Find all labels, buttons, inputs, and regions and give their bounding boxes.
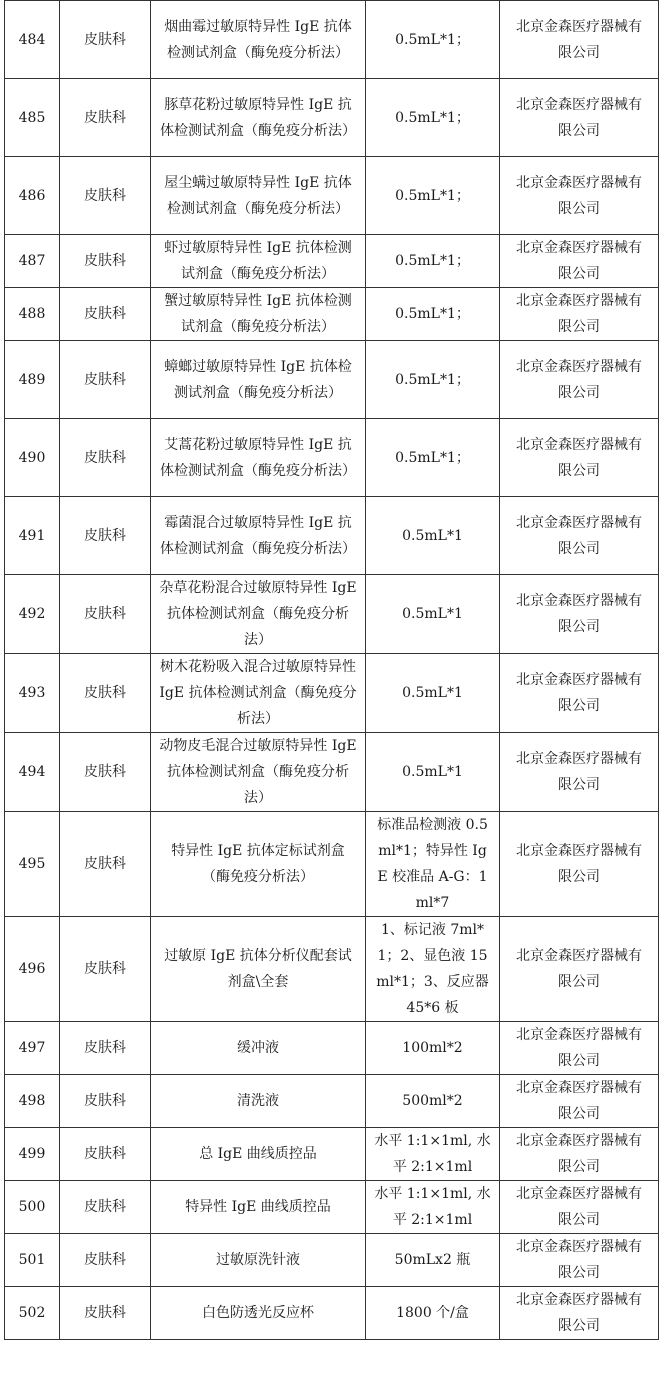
table-row [5,917,659,1022]
manufacturer: 北京金森医疗器械有限公司 [500,1075,659,1128]
table-row [5,341,659,419]
row-number: 490 [5,419,60,497]
table-row [5,575,659,654]
row-number: 486 [5,157,60,235]
manufacturer: 北京金森医疗器械有限公司 [500,79,659,157]
department: 皮肤科 [60,235,151,288]
department: 皮肤科 [60,733,151,812]
department: 皮肤科 [60,812,151,917]
product-name: 缓冲液 [151,1022,366,1075]
specification: 0.5mL*1； [366,341,500,419]
table-row [5,157,659,235]
manufacturer: 北京金森医疗器械有限公司 [500,1128,659,1181]
product-name: 清洗液 [151,1075,366,1128]
table-row [5,733,659,812]
manufacturer: 北京金森医疗器械有限公司 [500,288,659,341]
product-name: 屋尘螨过敏原特异性 IgE 抗体检测试剂盒（酶免疫分析法） [151,157,366,235]
specification: 1、标记液 7ml*1；2、显色液 15ml*1；3、反应器 45*6 板 [366,917,500,1022]
specification: 500ml*2 [366,1075,500,1128]
row-number: 499 [5,1128,60,1181]
table-row [5,288,659,341]
product-name: 动物皮毛混合过敏原特异性 IgE 抗体检测试剂盒（酶免疫分析法） [151,733,366,812]
manufacturer: 北京金森医疗器械有限公司 [500,157,659,235]
manufacturer: 北京金森医疗器械有限公司 [500,341,659,419]
department: 皮肤科 [60,497,151,575]
row-number: 485 [5,79,60,157]
manufacturer: 北京金森医疗器械有限公司 [500,235,659,288]
specification: 100ml*2 [366,1022,500,1075]
specification: 标准品检测液 0.5ml*1；特异性 IgE 校准品 A-G：1ml*7 [366,812,500,917]
product-name: 霉菌混合过敏原特异性 IgE 抗体检测试剂盒（酶免疫分析法） [151,497,366,575]
table-row [5,1128,659,1181]
manufacturer: 北京金森医疗器械有限公司 [500,1,659,79]
row-number: 498 [5,1075,60,1128]
manufacturer: 北京金森医疗器械有限公司 [500,1287,659,1340]
product-name: 烟曲霉过敏原特异性 IgE 抗体检测试剂盒（酶免疫分析法） [151,1,366,79]
department: 皮肤科 [60,419,151,497]
product-name: 蟹过敏原特异性 IgE 抗体检测试剂盒（酶免疫分析法） [151,288,366,341]
department: 皮肤科 [60,1128,151,1181]
product-name: 过敏原洗针液 [151,1234,366,1287]
table-row [5,654,659,733]
department: 皮肤科 [60,1,151,79]
product-name: 总 IgE 曲线质控品 [151,1128,366,1181]
product-name: 豚草花粉过敏原特异性 IgE 抗体检测试剂盒（酶免疫分析法） [151,79,366,157]
specification: 0.5mL*1 [366,733,500,812]
department: 皮肤科 [60,1234,151,1287]
manufacturer: 北京金森医疗器械有限公司 [500,812,659,917]
specification: 0.5mL*1； [366,79,500,157]
table-row [5,1181,659,1234]
specification: 0.5mL*1； [366,1,500,79]
product-name: 虾过敏原特异性 IgE 抗体检测试剂盒（酶免疫分析法） [151,235,366,288]
specification: 0.5mL*1； [366,419,500,497]
row-number: 488 [5,288,60,341]
department: 皮肤科 [60,1075,151,1128]
row-number: 492 [5,575,60,654]
row-number: 487 [5,235,60,288]
specification: 50mLx2 瓶 [366,1234,500,1287]
product-table [4,0,659,1340]
row-number: 491 [5,497,60,575]
table-row [5,812,659,917]
product-name: 蟑螂过敏原特异性 IgE 抗体检测试剂盒（酶免疫分析法） [151,341,366,419]
product-name: 特异性 IgE 抗体定标试剂盒（酶免疫分析法） [151,812,366,917]
manufacturer: 北京金森医疗器械有限公司 [500,419,659,497]
table-row [5,1075,659,1128]
table-row [5,79,659,157]
department: 皮肤科 [60,917,151,1022]
product-table-body [5,1,659,1340]
manufacturer: 北京金森医疗器械有限公司 [500,1234,659,1287]
specification: 水平 1:1×1ml, 水平 2:1×1ml [366,1128,500,1181]
product-name: 过敏原 IgE 抗体分析仪配套试剂盒\全套 [151,917,366,1022]
row-number: 501 [5,1234,60,1287]
table-row [5,1287,659,1340]
specification: 1800 个/盒 [366,1287,500,1340]
department: 皮肤科 [60,1287,151,1340]
row-number: 493 [5,654,60,733]
specification: 水平 1:1×1ml, 水平 2:1×1ml [366,1181,500,1234]
department: 皮肤科 [60,341,151,419]
table-row [5,235,659,288]
specification: 0.5mL*1 [366,575,500,654]
row-number: 496 [5,917,60,1022]
department: 皮肤科 [60,1022,151,1075]
product-name: 杂草花粉混合过敏原特异性 IgE 抗体检测试剂盒（酶免疫分析法） [151,575,366,654]
manufacturer: 北京金森医疗器械有限公司 [500,1181,659,1234]
department: 皮肤科 [60,575,151,654]
manufacturer: 北京金森医疗器械有限公司 [500,733,659,812]
manufacturer: 北京金森医疗器械有限公司 [500,917,659,1022]
manufacturer: 北京金森医疗器械有限公司 [500,1022,659,1075]
specification: 0.5mL*1； [366,288,500,341]
manufacturer: 北京金森医疗器械有限公司 [500,575,659,654]
specification: 0.5mL*1； [366,235,500,288]
product-name: 白色防透光反应杯 [151,1287,366,1340]
manufacturer: 北京金森医疗器械有限公司 [500,654,659,733]
department: 皮肤科 [60,157,151,235]
row-number: 497 [5,1022,60,1075]
department: 皮肤科 [60,1181,151,1234]
department: 皮肤科 [60,654,151,733]
manufacturer: 北京金森医疗器械有限公司 [500,497,659,575]
department: 皮肤科 [60,79,151,157]
row-number: 500 [5,1181,60,1234]
product-name: 特异性 IgE 曲线质控品 [151,1181,366,1234]
table-row [5,419,659,497]
department: 皮肤科 [60,288,151,341]
row-number: 502 [5,1287,60,1340]
table-row [5,497,659,575]
product-name: 树木花粉吸入混合过敏原特异性 IgE 抗体检测试剂盒（酶免疫分析法） [151,654,366,733]
specification: 0.5mL*1 [366,654,500,733]
product-name: 艾蒿花粉过敏原特异性 IgE 抗体检测试剂盒（酶免疫分析法） [151,419,366,497]
row-number: 484 [5,1,60,79]
table-row [5,1234,659,1287]
row-number: 495 [5,812,60,917]
table-row [5,1022,659,1075]
table-row [5,1,659,79]
row-number: 494 [5,733,60,812]
specification: 0.5mL*1； [366,157,500,235]
specification: 0.5mL*1 [366,497,500,575]
row-number: 489 [5,341,60,419]
